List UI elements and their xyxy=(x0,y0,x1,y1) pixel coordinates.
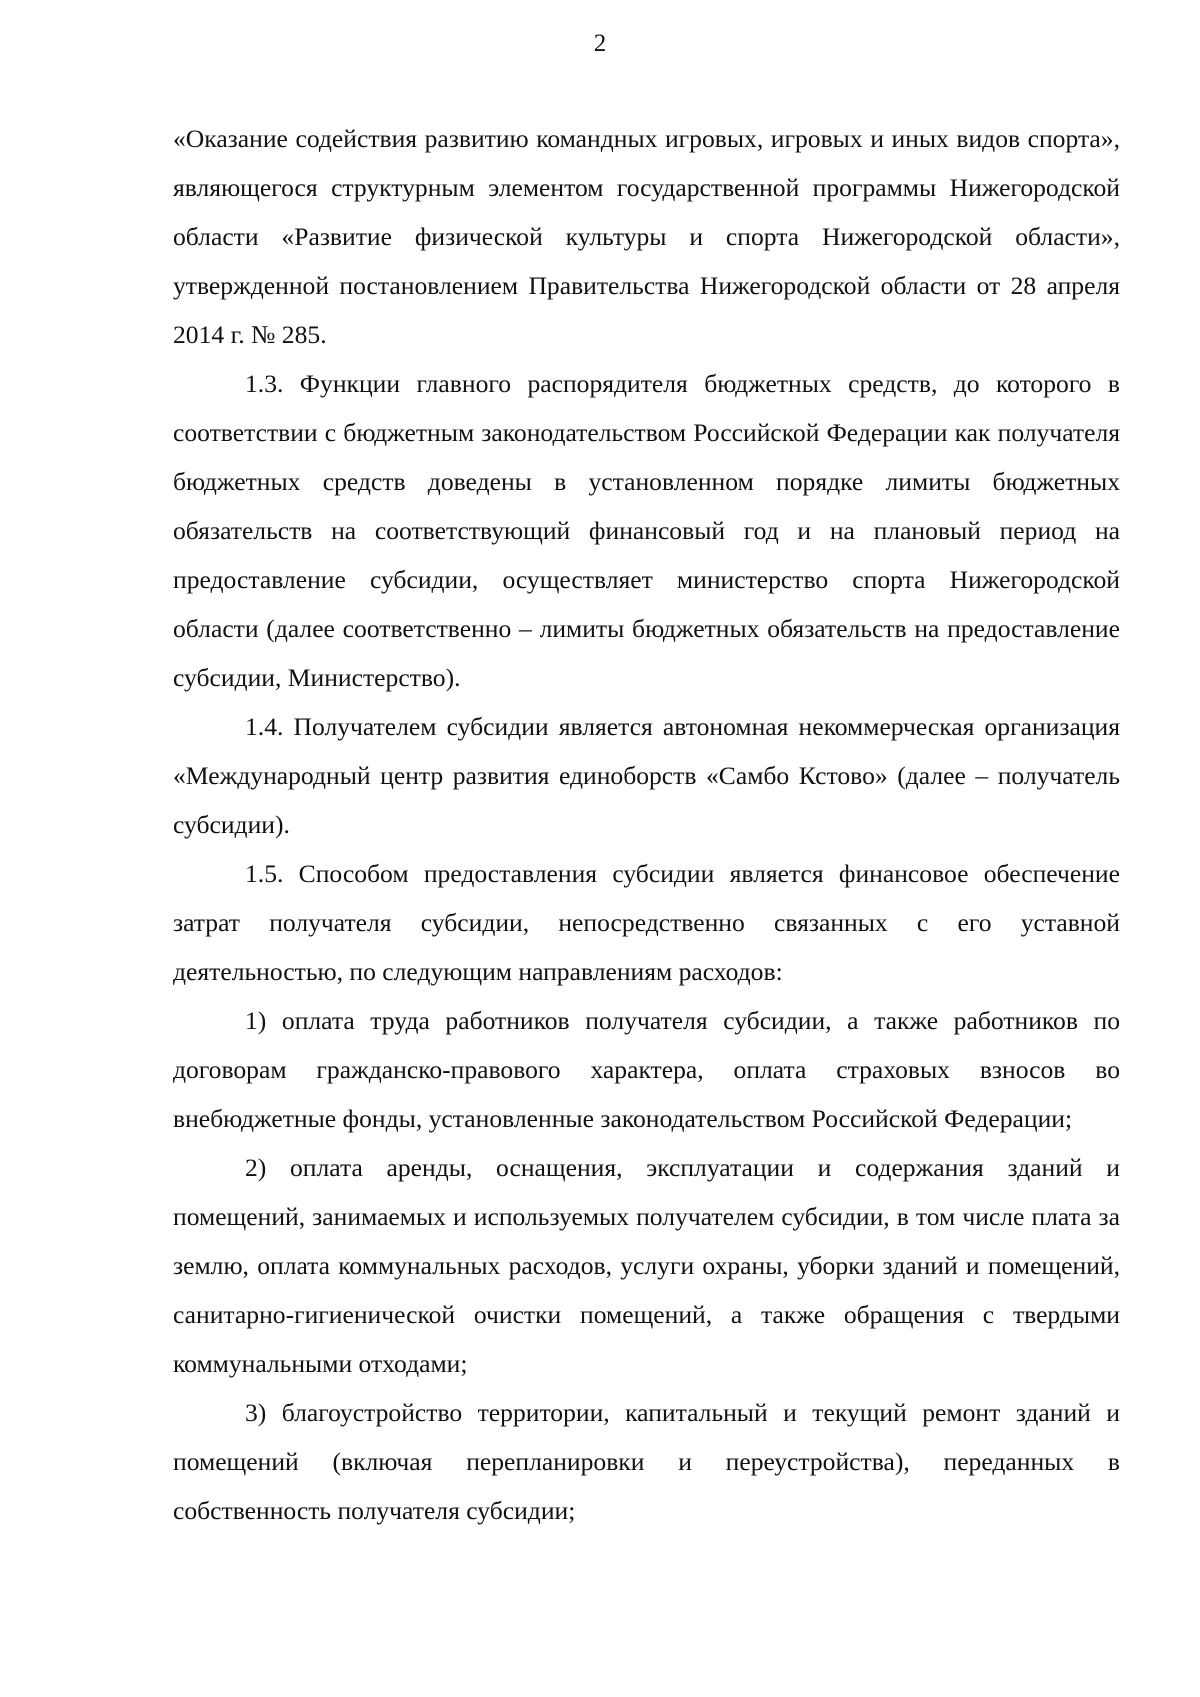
list-item-1: 1) оплата труда работников получателя субсидии, а также работников по договорам гражданско-правового характера, оплата страховых взносов во внебюджетные фонды, установленные законодательством Российской Федерации; xyxy=(173,1006,1120,1133)
paragraph-1-3: 1.3. Функции главного распорядителя бюджетных средств, до которого в соответствии с бюджетным законодательством Российской Федерации как получателя бюджетных средств доведены в установленном порядке лимиты бюджетных обязательств на соответствующий финансовый год и на плановый период на предоставление субсидии, осуществляет министерство спорта Нижегородской области (далее соответственно – лимиты бюджетных обязательств на предоставление субсидии, Министерство). xyxy=(173,369,1120,692)
paragraph-1-4: 1.4. Получателем субсидии является автономная некоммерческая организация «Международный центр развития единоборств «Самбо Кстово» (далее – получатель субсидии). xyxy=(173,712,1120,839)
list-item-2: 2) оплата аренды, оснащения, эксплуатации и содержания зданий и помещений, занимаемых и используемых получателем субсидии, в том числе плата за землю, оплата коммунальных расходов, услуги охраны, уборки зданий и помещений, санитарно-гигиенической очистки помещений, а также обращения с твердыми коммунальными отходами; xyxy=(173,1153,1120,1378)
document-body xyxy=(173,114,1120,1535)
paragraph-program-reference: «Оказание содействия развитию командных игровых, игровых и иных видов спорта», являющегося структурным элементом государственной программы Нижегородской области «Развитие физической культуры и спорта Нижегородской области», утвержденной постановлением Правительства Нижегородской области от 28 апреля 2014 г. № 285. xyxy=(173,124,1120,349)
paragraph-1-5: 1.5. Способом предоставления субсидии является финансовое обеспечение затрат получателя субсидии, непосредственно связанных с его уставной деятельностью, по следующим направлениям расходов: xyxy=(173,859,1120,986)
page-number: 2 xyxy=(593,30,607,57)
list-item-3: 3) благоустройство территории, капитальный и текущий ремонт зданий и помещений (включая перепланировки и переустройства), переданных в собственность получателя субсидии; xyxy=(173,1398,1120,1525)
